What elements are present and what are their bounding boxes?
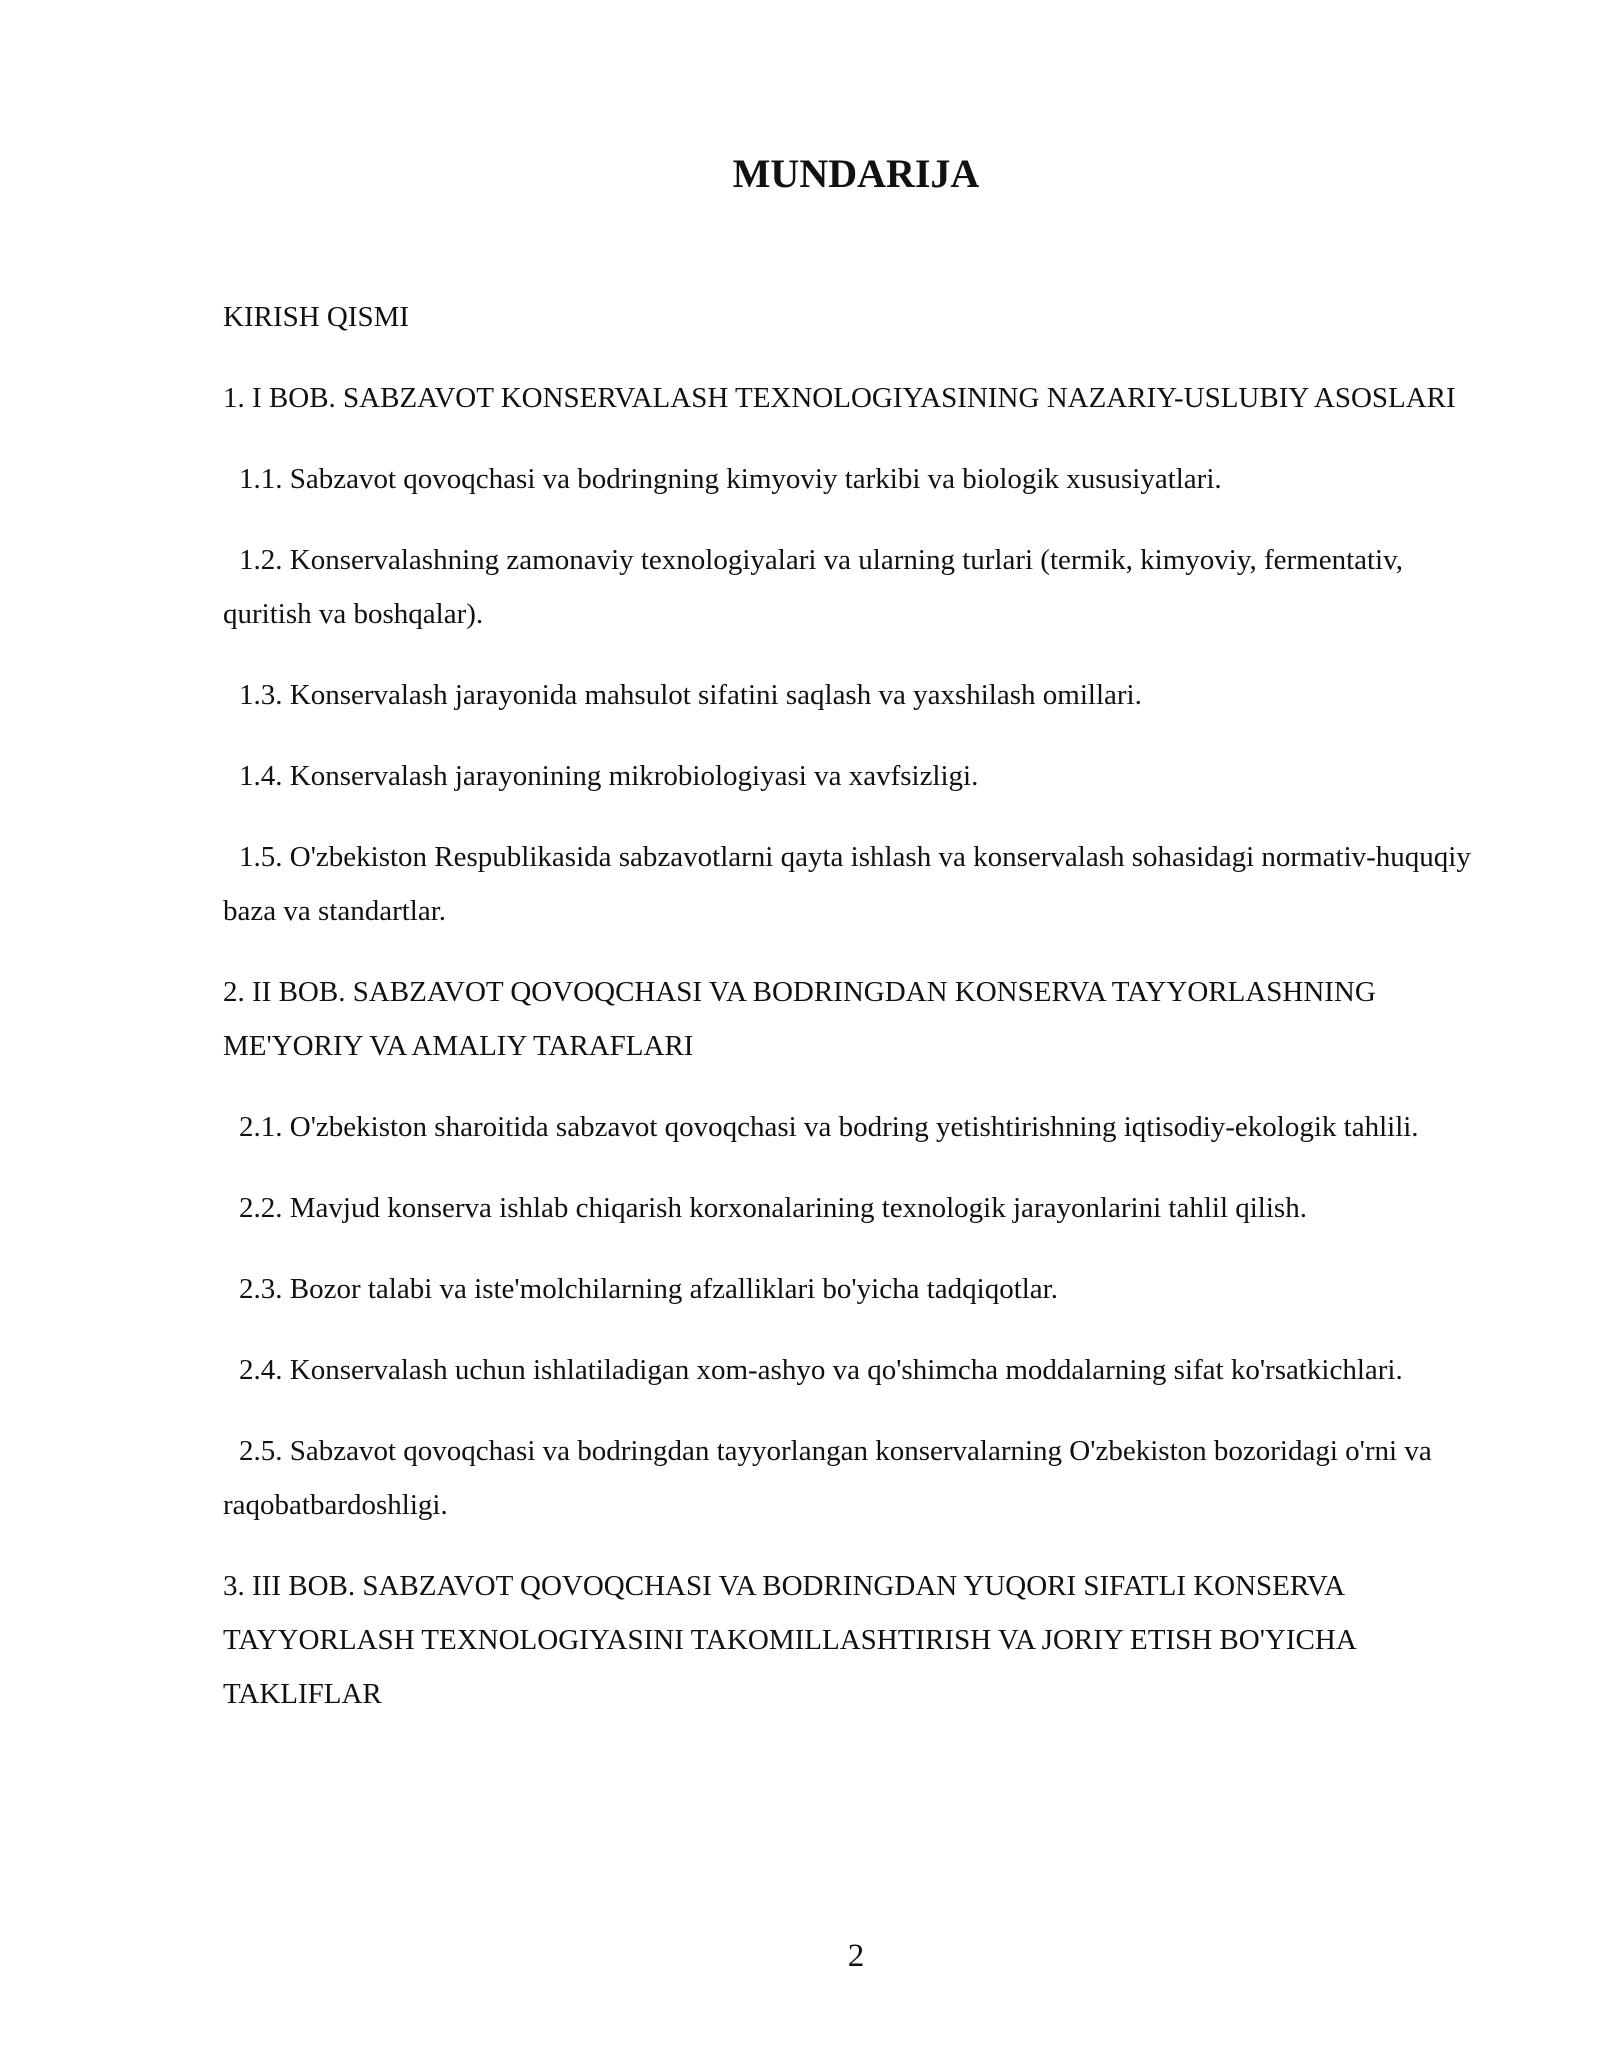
page-number: 2 <box>847 1938 865 1974</box>
toc-entry-chapter-3: 3. III BOB. SABZAVOT QOVOQCHASI VA BODRINGDAN YUQORI SIFATLI KONSERVA TAYYORLASH TEXNOLOGIYASINI TAKOMILLASHTIRISH VA JORIY ETISH BO'YICHA TAKLIFLAR <box>223 1570 1356 1710</box>
toc-entry-chapter-1: 1. I BOB. SABZAVOT KONSERVALASH TEXNOLOGIYASINING NAZARIY-USLUBIY ASOSLARI <box>223 382 1456 414</box>
toc-entry-section-1-2: 1.2. Konservalashning zamonaviy texnologiyalari va ularning turlari (termik, kimyoviy, fermentativ, quritish va boshqalar). <box>223 544 1403 630</box>
toc-entry-section-2-5: 2.5. Sabzavot qovoqchasi va bodringdan tayyorlangan konservalarning O'zbekiston bozoridagi o'rni va raqobatbardoshligi. <box>223 1435 1432 1521</box>
toc-entry-section-1-4: 1.4. Konservalash jarayonining mikrobiologiyasi va xavfsizligi. <box>239 760 979 792</box>
toc-entry-section-1-5: 1.5. O'zbekiston Respublikasida sabzavotlarni qayta ishlash va konservalash sohasidagi normativ-huquqiy baza va standartlar. <box>223 841 1471 927</box>
table-of-contents <box>223 290 1483 1748</box>
toc-entry-chapter-2: 2. II BOB. SABZAVOT QOVOQCHASI VA BODRINGDAN KONSERVA TAYYORLASHNING ME'YORIY VA AMALIY TARAFLARI <box>223 976 1376 1062</box>
toc-entry-section-2-4: 2.4. Konservalash uchun ishlatiladigan xom-ashyo va qo'shimcha moddalarning sifat ko'rsatkichlari. <box>239 1354 1403 1386</box>
toc-entry-section-2-3: 2.3. Bozor talabi va iste'molchilarning afzalliklari bo'yicha tadqiqotlar. <box>239 1273 1058 1305</box>
toc-entry-intro: KIRISH QISMI <box>223 301 410 333</box>
toc-entry-section-2-1: 2.1. O'zbekiston sharoitida sabzavot qovoqchasi va bodring yetishtirishning iqtisodiy-ekologik tahlili. <box>239 1111 1419 1143</box>
page-title: MUNDARIJA <box>732 151 980 196</box>
toc-entry-section-2-2: 2.2. Mavjud konserva ishlab chiqarish korxonalarining texnologik jarayonlarini tahlil qilish. <box>239 1192 1307 1224</box>
toc-entry-section-1-3: 1.3. Konservalash jarayonida mahsulot sifatini saqlash va yaxshilash omillari. <box>239 679 1142 711</box>
toc-entry-section-1-1: 1.1. Sabzavot qovoqchasi va bodringning kimyoviy tarkibi va biologik xususiyatlari. <box>239 463 1222 495</box>
